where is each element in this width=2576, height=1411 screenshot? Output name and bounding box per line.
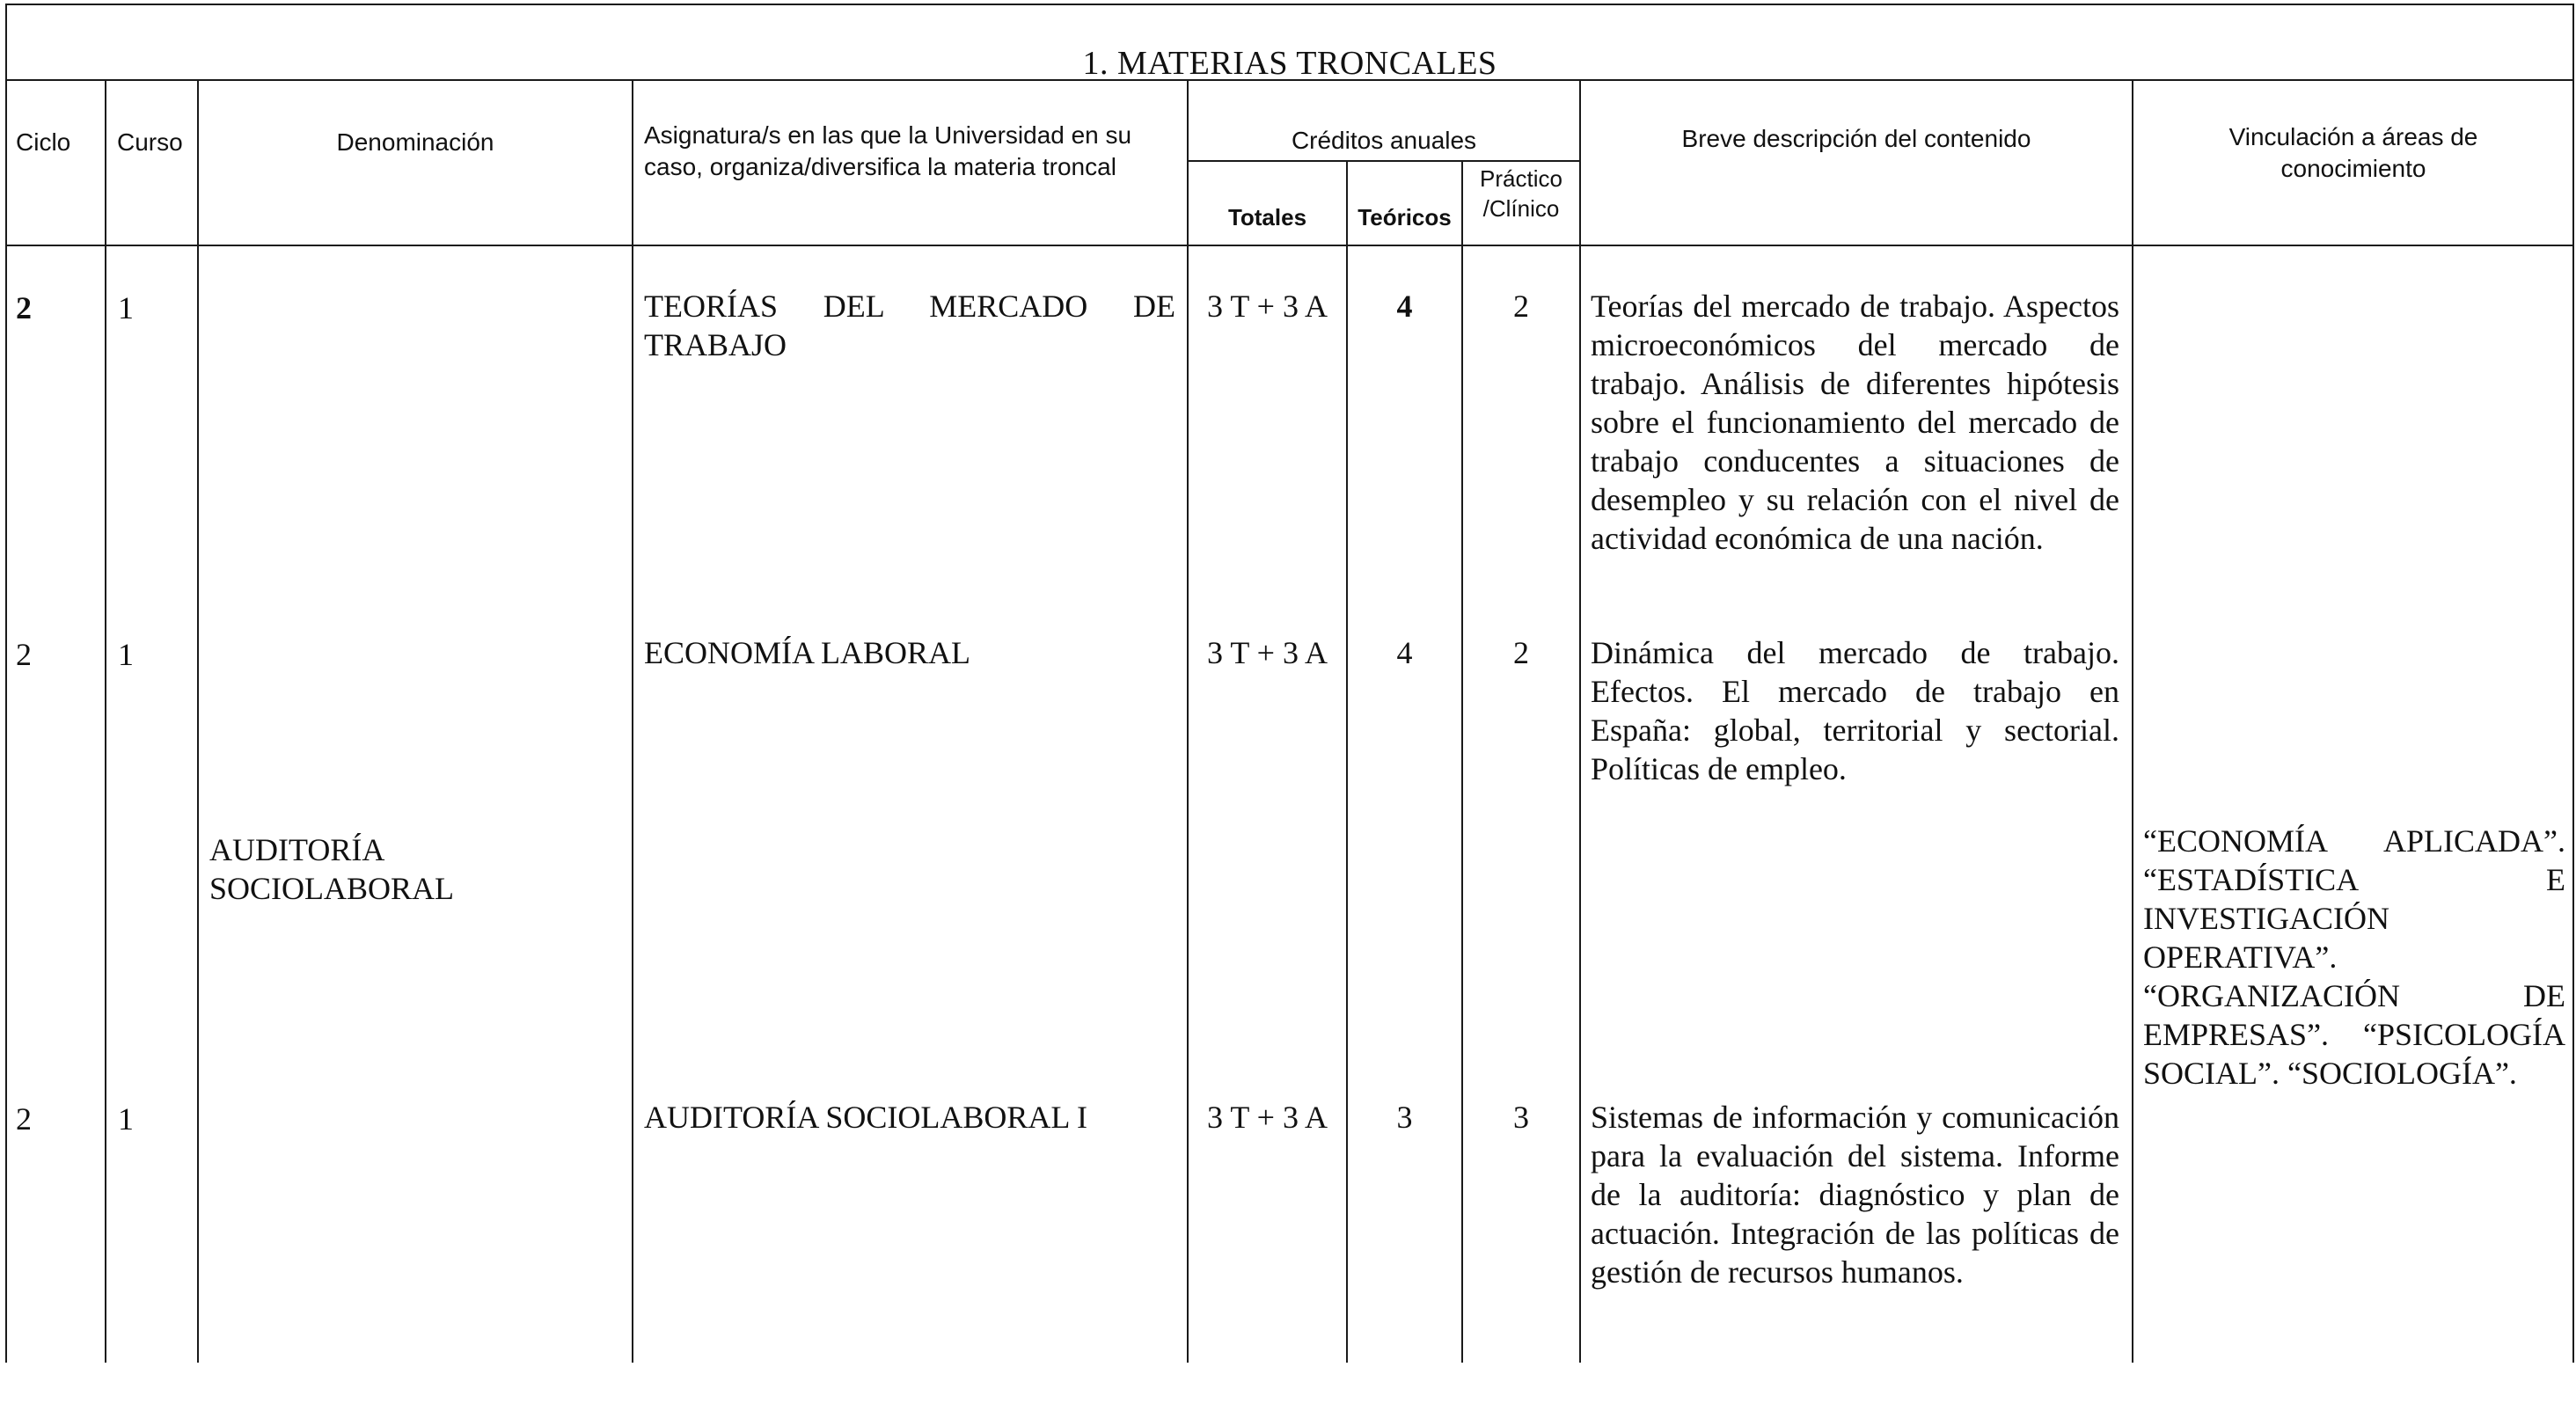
row-totales: 3 T + 3 A (1206, 1100, 1328, 1135)
row-asignatura: AUDITORÍA SOCIOLABORAL I (644, 1100, 1087, 1135)
header-totales: Totales (1227, 204, 1307, 230)
row-totales: 3 T + 3 A (1206, 289, 1328, 324)
row-descripcion: Teorías del mercado de trabajo. Aspectos microeconómicos del mercado de trabajo. Análisis de diferentes hipótesis sobre el funcionamiento del mercado de trabajo conducentes a situaciones de desempleo y su relación con el nivel de actividad económica de una nación. (1591, 289, 2119, 556)
row-practico: 2 (1513, 289, 1529, 324)
row-ciclo: 2 (16, 1101, 32, 1137)
table-title: 1. MATERIAS TRONCALES (1082, 45, 1497, 82)
row-descripcion: Sistemas de información y comunicación para la evaluación del sistema. Informe de la auditoría: diagnóstico y plan de actuación. Integración de las políticas de gestión de recursos humanos. (1591, 1100, 2119, 1290)
row-curso: 1 (118, 637, 134, 672)
header-creditos: Créditos anuales (1291, 127, 1477, 154)
row-teoricos: 4 (1396, 289, 1413, 324)
header-curso: Curso (117, 128, 183, 156)
row-ciclo: 2 (16, 290, 32, 325)
row-asignatura: TEORÍAS DEL MERCADO DE TRABAJO (644, 289, 1175, 362)
row-teoricos: 4 (1396, 635, 1413, 670)
header-asignaturas: Asignatura/s en las que la Universidad en su caso, organiza/diversifica la materia troncal (644, 121, 1132, 180)
header-teoricos: Teóricos (1358, 204, 1452, 230)
row-teoricos: 3 (1396, 1100, 1413, 1135)
row-descripcion: Dinámica del mercado de trabajo. Efectos. El mercado de trabajo en España: global, territorial y sectorial. Políticas de empleo. (1591, 635, 2119, 786)
row-ciclo: 2 (16, 637, 32, 672)
vinculacion-text: “ECONOMÍA APLICADA”. “ESTADÍSTICA E INVESTIGACIÓN OPERATIVA”. “ORGANIZACIÓN DE EMPRESAS”. “PSICOLOGÍA SOCIAL”. “SOCIOLOGÍA”. (2143, 823, 2565, 1091)
row-asignatura: ECONOMÍA LABORAL (644, 635, 971, 670)
header-vinculacion: Vinculación a áreas de conocimiento (2228, 123, 2478, 182)
row-practico: 2 (1513, 635, 1529, 670)
header-ciclo: Ciclo (16, 128, 71, 156)
row-curso: 1 (118, 290, 134, 325)
header-descripcion: Breve descripción del contenido (1681, 125, 2031, 152)
header-denominacion: Denominación (336, 128, 494, 156)
header-practico: Práctico /Clínico (1480, 165, 1562, 222)
row-curso: 1 (118, 1101, 134, 1137)
row-practico: 3 (1513, 1100, 1529, 1135)
denominacion-text: AUDITORÍA SOCIOLABORAL (209, 832, 455, 906)
row-totales: 3 T + 3 A (1206, 635, 1328, 670)
